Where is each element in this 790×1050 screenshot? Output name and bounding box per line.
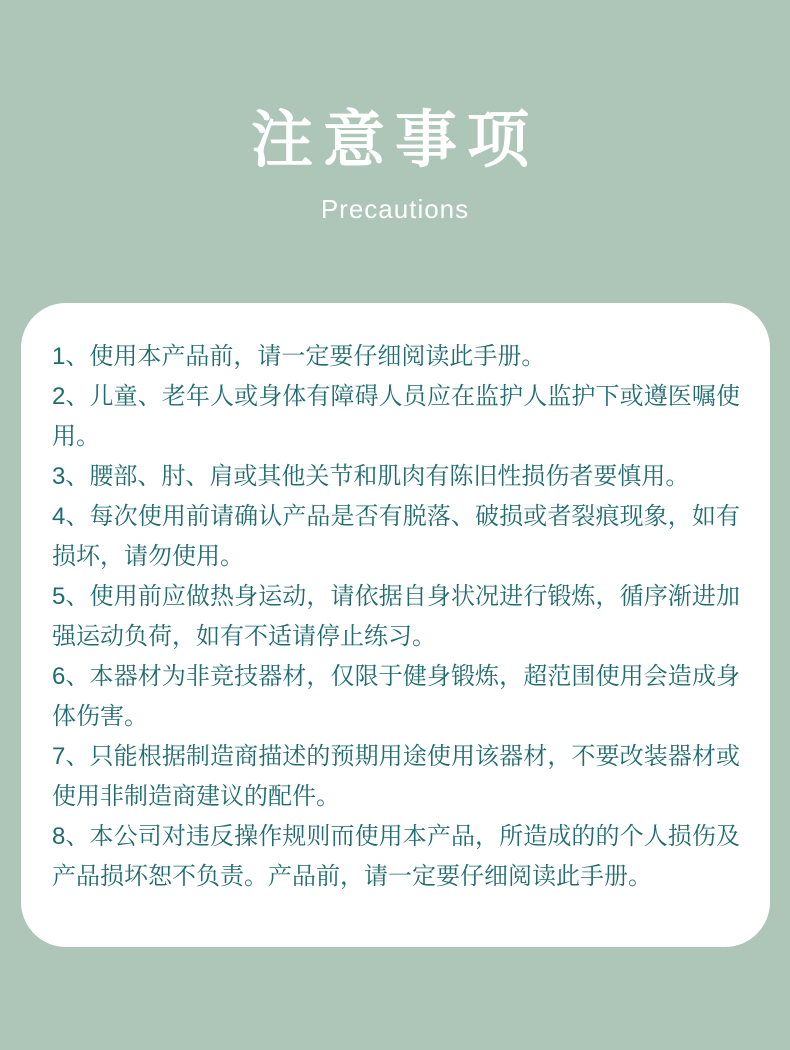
page-title: 注意事项 xyxy=(250,106,539,175)
page-subtitle: Precautions xyxy=(320,194,470,225)
precaution-item-8: 8、本公司对违反操作规则而使用本产品，所造成的的个人损伤及产品损坏恕不负责。产品前，请一定要仔细阅读此手册。 xyxy=(52,823,740,890)
precaution-item-2: 2、儿童、老年人或身体有障碍人员应在监护人监护下或遵医嘱使用。 xyxy=(52,383,740,450)
precaution-item-6: 6、本器材为非竞技器材，仅限于健身锻炼，超范围使用会造成身体伤害。 xyxy=(52,663,740,730)
precaution-item-1: 1、使用本产品前，请一定要仔细阅读此手册。 xyxy=(52,343,546,370)
page-header xyxy=(0,0,790,225)
precautions-card xyxy=(21,303,770,947)
precaution-item-4: 4、每次使用前请确认产品是否有脱落、破损或者裂痕现象，如有损坏，请勿使用。 xyxy=(52,503,740,570)
precaution-item-3: 3、腰部、肘、肩或其他关节和肌肉有陈旧性损伤者要慎用。 xyxy=(52,463,690,490)
precaution-item-5: 5、使用前应做热身运动，请依据自身状况进行锻炼，循序渐进加强运动负荷，如有不适请停止练习。 xyxy=(52,583,740,650)
precaution-item-7: 7、只能根据制造商描述的预期用途使用该器材，不要改装器材或使用非制造商建议的配件。 xyxy=(52,743,740,810)
